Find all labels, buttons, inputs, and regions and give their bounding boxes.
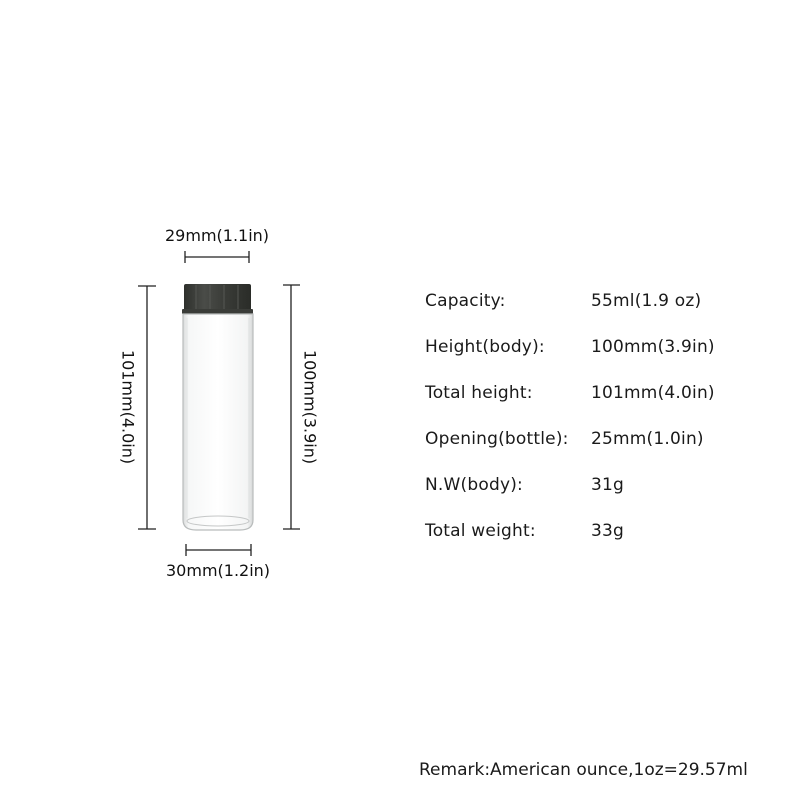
glass-body: [183, 314, 253, 530]
spec-value: 100mm(3.9in): [591, 337, 715, 357]
cap-width-dimension-line: [185, 251, 249, 263]
spec-value: 101mm(4.0in): [591, 383, 715, 403]
spec-value: 55ml(1.9 oz): [591, 291, 702, 311]
spec-value: 33g: [591, 521, 625, 541]
body-height-dimension-line: [283, 285, 300, 529]
spec-label: Height(body):: [425, 337, 545, 357]
body-width-dimension-line: [186, 544, 251, 556]
spec-value: 25mm(1.0in): [591, 429, 704, 449]
body-height-label: 100mm(3.9in): [300, 349, 320, 465]
spec-label: N.W(body):: [425, 475, 523, 495]
bottle-cap: [182, 284, 253, 314]
total-height-dimension-line: [138, 286, 156, 529]
cap-width-label: 29mm(1.1in): [165, 226, 270, 245]
remark-note: Remark:American ounce,1oz=29.57ml: [419, 760, 748, 780]
total-height-label: 101mm(4.0in): [118, 349, 138, 465]
spec-label: Capacity:: [425, 291, 506, 311]
spec-label: Opening(bottle):: [425, 429, 569, 449]
spec-value: 31g: [591, 475, 625, 495]
body-width-label: 30mm(1.2in): [166, 561, 271, 580]
spec-label: Total height:: [425, 383, 533, 403]
spec-label: Total weight:: [425, 521, 536, 541]
